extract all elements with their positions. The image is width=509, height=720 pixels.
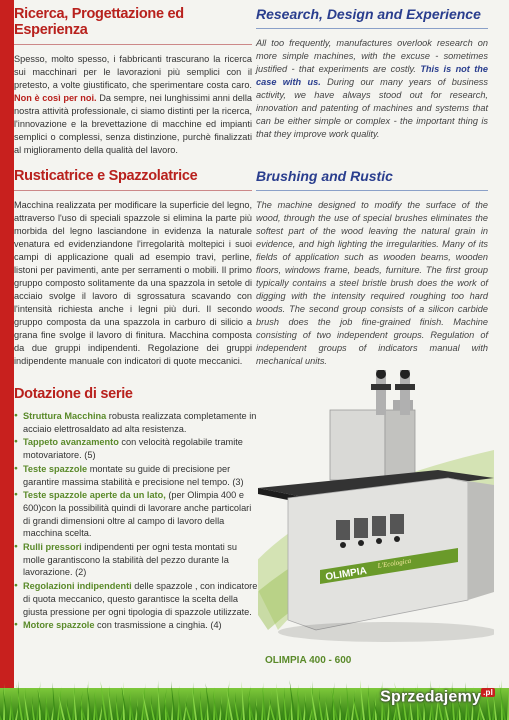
english-paragraph-research: All too frequently, manufactures overlook research on more simple machines, with the excuse - sometimes justified - that experiments are costly. This is not the case with us. During our many years of business activity, we have always stood out for research, innovation and patenting of machines and systems that can be either simple or complex - the important thing is that they improve work quality. (256, 38, 488, 139)
italian-title-research: Ricerca, Progettazione ed Esperienza (14, 6, 184, 38)
spec-text: robusta realizzata completamente in acciaio elettrosaldato ad alta resistenza. (23, 411, 257, 434)
watermark-logo: Sprzedajemy $^{.pl}$ (380, 687, 493, 705)
english-title-brushing: Brushing and Rustic (256, 168, 393, 184)
spec-item (14, 619, 258, 632)
spec-term: Tappeto avanzamento (23, 437, 119, 448)
spec-item (14, 580, 258, 618)
specs-list (14, 410, 258, 632)
standard-equipment-section (14, 386, 258, 633)
spec-term: Motore spazzole (23, 620, 95, 631)
spec-term: Struttura Macchina (23, 411, 107, 421)
spec-item (14, 541, 258, 579)
italian-title-brushing: Rusticatrice e Spazzolatrice (14, 168, 198, 184)
italian-paragraph-brushing: Macchina realizzata per modificare la superficie del legno, attraverso l'uso di speciali spazzole si elimina la parte più morbida del legno lasciandone in evidenza la naturale venatura ed evidenziandone l'irregolarità moltepici i suoi campi di applicazione quali ad esempio travi, perline, listoni per pavimenti, ante per serramenti o mobili. Il primo gruppo composto solitamente da una spazzola in setole di acciaio svolge il lavoro di sgrossatura scavando con l'intensità richiesta anche i legni più duri. Il secondo gruppo composta da una spazzola in carburo di silicio a grana fine svolge il lavoro di finitura. Macchina composta da due gruppi indipendenti. Regolazione dei gruppi indipendente manuale con indicatori di quote meccanici. (14, 200, 252, 366)
divider (256, 28, 488, 29)
spec-text: (per Olimpia 400 e 600)con la possibilità quindi di lavorare anche particolari di grandi dimensioni oltre al campo di lavoro della macchina scelta. (23, 490, 252, 539)
spec-text: con trasmissione a cinghia. (4) (94, 620, 222, 631)
machine-brand: OLIMPIA (324, 565, 368, 583)
spec-item (14, 436, 258, 461)
model-label: OLIMPIA 400 - 600 (265, 655, 352, 666)
english-section-brushing (256, 168, 488, 368)
spec-term: Teste spazzole aperte da un lato, (23, 490, 166, 501)
spec-term: Teste spazzole (23, 463, 88, 474)
english-paragraph-brushing: The machine designed to modify the surface of the wood, through the use of special brushes eliminates the softest part of the wood leaving the natural grain in evidence, and high lighting the irregularities. Many of its fields of application such as wooden beams, wooden floors, windows frame, beads, furniture. The first group typically contains a steel bristle brush does the work of digging with the intensity required roughing too hard woods. The second group consists of a silicon carbide brush does the job fine-grained finish. Machine consisting of two independent groups. Regulation of independent groups of indicators manual with mechanical units. (256, 200, 488, 366)
machine-brand-sub: L'Ecologica (377, 556, 412, 570)
spec-item (14, 410, 258, 435)
spec-item (14, 463, 258, 488)
divider (14, 190, 252, 191)
english-title-research: Research, Design and Experience (256, 6, 481, 22)
spec-text: indipendenti per ogni testa montati su molle garantiscono la stabilità del pezzo durante la lavorazione. (2) (23, 542, 237, 578)
divider (256, 190, 488, 191)
spec-text: con velocità regolabile tramite motovariatore. (5) (23, 437, 243, 461)
machine-illustration (258, 370, 494, 665)
red-side-bar (0, 0, 14, 720)
italian-title-equipment: Dotazione di serie (14, 386, 133, 402)
spec-item (14, 489, 258, 540)
english-column (256, 6, 488, 141)
english-highlight: This is not the case with us. (256, 64, 488, 87)
spec-term: Regolazioni indipendenti (23, 581, 132, 592)
italian-section-brushing (14, 168, 252, 368)
italian-column (14, 6, 252, 157)
spec-text: delle spazzole , con indicatore di quota meccanico, questo garantisce la scelta della giusta pressione per ogni tipologia di spazzole utilizzate. (23, 581, 258, 617)
spec-term: Rulli pressori (23, 542, 82, 553)
italian-highlight: Non è così per noi. (14, 93, 97, 103)
italian-paragraph-research: Spesso, molto spesso, i fabbricanti trascurano la ricerca sui macchinari per le lavorazioni più semplici con il pretesto, a volte giustificato, che sperimentare costa caro. Non è così per noi. Da sempre, nei lunghissimi anni della nostra attività professionale, ci siamo distinti per la ricerca, l'innovazione e la brevettazione di macchine ed impianti semplici o complessi, senza distinzione, purchè finalizzati al miglioramento della qualità del lavoro. (14, 54, 252, 155)
divider (14, 44, 252, 45)
spec-text: montate su guide di precisione per garantire massima stabilità e precisione nel tempo. (3) (23, 463, 244, 487)
